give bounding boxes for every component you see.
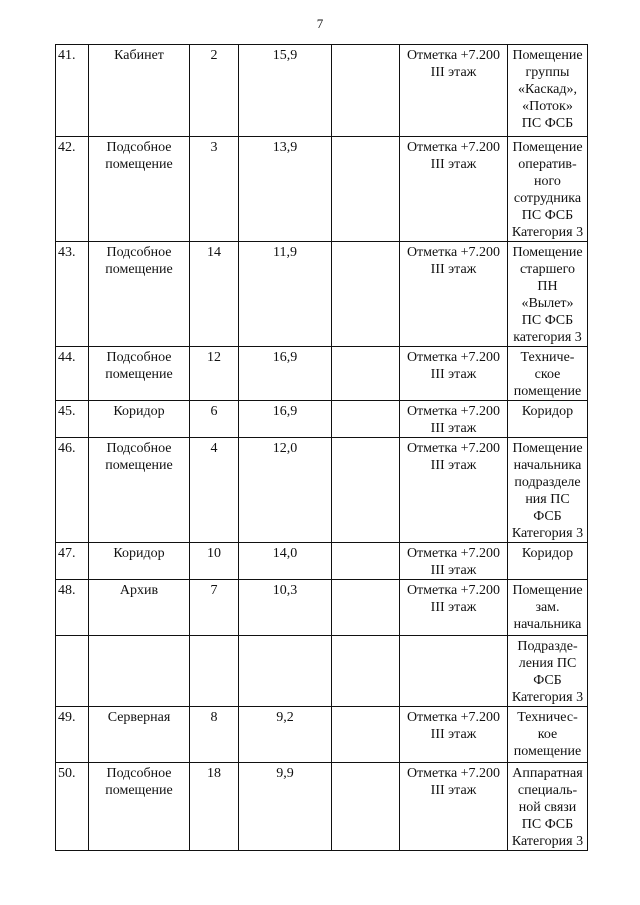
room-purpose-cell <box>508 401 588 438</box>
empty-cell-cell <box>332 401 400 438</box>
table-row <box>56 438 588 543</box>
room-area: 13,9 <box>272 140 298 155</box>
room-area-cell <box>239 137 332 242</box>
level-mark-cell <box>400 401 508 438</box>
row-number-cell <box>56 347 89 401</box>
room-count-cell <box>190 707 239 763</box>
room-name: Подсобное помещение <box>105 350 173 382</box>
room-purpose-cell <box>508 636 588 707</box>
room-count: 2 <box>210 48 218 63</box>
row-number: 44. <box>58 350 76 365</box>
level-mark: Отметка +7.200 III этаж <box>406 710 501 742</box>
room-purpose: Помещение оператив- ного сотрудника ПС ФСБ Категория 3 <box>511 140 584 240</box>
room-purpose: Коридор <box>521 546 574 561</box>
row-number-cell <box>56 242 89 347</box>
row-number: 41. <box>58 48 76 63</box>
level-mark: Отметка +7.200 III этаж <box>406 48 501 80</box>
row-number: 45. <box>58 404 76 419</box>
room-area-cell <box>239 763 332 851</box>
empty-cell-cell <box>332 347 400 401</box>
table-row <box>56 707 588 763</box>
row-number: 47. <box>58 546 76 561</box>
room-area: 9,9 <box>276 766 294 781</box>
level-mark-cell <box>400 438 508 543</box>
level-mark-cell <box>400 707 508 763</box>
room-name-cell <box>89 242 190 347</box>
room-count-cell <box>190 242 239 347</box>
table-row <box>56 347 588 401</box>
row-number-cell <box>56 763 89 851</box>
level-mark: Отметка +7.200 III этаж <box>406 140 501 172</box>
room-count-cell <box>190 137 239 242</box>
room-purpose-cell <box>508 438 588 543</box>
table-row <box>56 137 588 242</box>
empty-cell-cell <box>332 707 400 763</box>
table-row <box>56 242 588 347</box>
room-area-cell <box>239 401 332 438</box>
level-mark-cell <box>400 580 508 636</box>
room-count: 7 <box>210 583 218 598</box>
room-name-cell <box>89 636 190 707</box>
room-area-cell <box>239 636 332 707</box>
level-mark-cell <box>400 45 508 137</box>
empty-cell-cell <box>332 763 400 851</box>
room-count-cell <box>190 347 239 401</box>
room-purpose-cell <box>508 242 588 347</box>
table-row <box>56 401 588 438</box>
room-area: 14,0 <box>272 546 298 561</box>
room-name-cell <box>89 45 190 137</box>
level-mark: Отметка +7.200 III этаж <box>406 546 501 578</box>
room-count-cell <box>190 45 239 137</box>
room-purpose-cell <box>508 543 588 580</box>
room-name: Подсобное помещение <box>105 140 173 172</box>
row-number: 42. <box>58 140 76 155</box>
room-area-cell <box>239 347 332 401</box>
room-name-cell <box>89 580 190 636</box>
empty-cell-cell <box>332 636 400 707</box>
room-purpose: Аппаратная специаль- ной связи ПС ФСБ Категория 3 <box>511 766 584 849</box>
room-area: 15,9 <box>272 48 298 63</box>
room-name: Коридор <box>113 404 165 419</box>
level-mark: Отметка +7.200 III этаж <box>406 404 501 436</box>
level-mark-cell <box>400 763 508 851</box>
room-area: 11,9 <box>273 245 297 260</box>
row-number: 49. <box>58 710 76 725</box>
level-mark: Отметка +7.200 III этаж <box>406 441 501 473</box>
level-mark-cell <box>400 242 508 347</box>
room-name: Подсобное помещение <box>105 441 173 473</box>
room-purpose: Коридор <box>521 404 574 419</box>
room-name-cell <box>89 763 190 851</box>
room-count: 4 <box>210 441 218 456</box>
table-row <box>56 763 588 851</box>
room-count-cell <box>190 401 239 438</box>
empty-cell-cell <box>332 137 400 242</box>
room-name: Серверная <box>107 710 171 725</box>
row-number-cell <box>56 438 89 543</box>
table-row <box>56 636 588 707</box>
room-area-cell <box>239 438 332 543</box>
room-name-cell <box>89 438 190 543</box>
row-number-cell <box>56 636 89 707</box>
room-count-cell <box>190 636 239 707</box>
room-name-cell <box>89 401 190 438</box>
room-count-cell <box>190 543 239 580</box>
table-row <box>56 45 588 137</box>
table-row <box>56 543 588 580</box>
empty-cell-cell <box>332 438 400 543</box>
level-mark-cell <box>400 347 508 401</box>
empty-cell-cell <box>332 45 400 137</box>
level-mark: Отметка +7.200 III этаж <box>406 583 501 615</box>
row-number: 46. <box>58 441 76 456</box>
empty-cell-cell <box>332 580 400 636</box>
room-purpose: Помещение начальника подразделе ния ПС ФСБ Категория 3 <box>511 441 584 541</box>
room-purpose: Помещение группы «Каскад», «Поток» ПС ФСБ <box>512 48 583 131</box>
room-area: 16,9 <box>272 404 298 419</box>
level-mark: Отметка +7.200 III этаж <box>406 350 501 382</box>
room-area-cell <box>239 707 332 763</box>
row-number: 43. <box>58 245 76 260</box>
row-number-cell <box>56 580 89 636</box>
level-mark: Отметка +7.200 III этаж <box>406 245 501 277</box>
room-name: Архив <box>119 583 159 598</box>
room-purpose-cell <box>508 707 588 763</box>
level-mark: Отметка +7.200 III этаж <box>406 766 501 798</box>
room-area: 12,0 <box>272 441 298 456</box>
room-purpose-cell <box>508 347 588 401</box>
row-number-cell <box>56 401 89 438</box>
room-name-cell <box>89 707 190 763</box>
room-purpose-cell <box>508 580 588 636</box>
row-number-cell <box>56 45 89 137</box>
room-purpose: Помещение старшего ПН «Вылет» ПС ФСБ категория 3 <box>512 245 583 345</box>
room-purpose: Помещение зам. начальника <box>512 583 583 632</box>
room-count-cell <box>190 763 239 851</box>
row-number: 50. <box>58 766 76 781</box>
room-area-cell <box>239 580 332 636</box>
room-area-cell <box>239 242 332 347</box>
room-area: 16,9 <box>272 350 298 365</box>
room-name-cell <box>89 347 190 401</box>
room-purpose-cell <box>508 763 588 851</box>
room-count: 18 <box>207 766 221 781</box>
room-count: 14 <box>207 245 221 260</box>
room-area: 10,3 <box>272 583 298 598</box>
room-purpose: Подразде- ления ПС ФСБ Категория 3 <box>511 639 584 705</box>
room-count: 12 <box>207 350 221 365</box>
room-purpose-cell <box>508 137 588 242</box>
row-number-cell <box>56 543 89 580</box>
page-number: 7 <box>316 16 324 31</box>
table-row <box>56 580 588 636</box>
room-area-cell <box>239 543 332 580</box>
room-count: 3 <box>210 140 218 155</box>
room-purpose: Техничес- кое помещение <box>513 710 582 759</box>
table-body <box>56 45 588 851</box>
room-purpose-cell <box>508 45 588 137</box>
level-mark-cell <box>400 137 508 242</box>
row-number-cell <box>56 137 89 242</box>
level-mark-cell <box>400 636 508 707</box>
room-name: Кабинет <box>114 48 164 63</box>
empty-cell-cell <box>332 543 400 580</box>
rooms-table <box>55 44 588 851</box>
room-name-cell <box>89 543 190 580</box>
room-purpose: Техниче- ское помещение <box>513 350 582 399</box>
room-count-cell <box>190 438 239 543</box>
room-area: 9,2 <box>276 710 294 725</box>
row-number: 48. <box>58 583 76 598</box>
room-count: 10 <box>207 546 221 561</box>
room-count: 6 <box>210 404 218 419</box>
room-name: Коридор <box>113 546 165 561</box>
room-name: Подсобное помещение <box>105 766 173 798</box>
level-mark-cell <box>400 543 508 580</box>
room-count: 8 <box>210 710 218 725</box>
room-name: Подсобное помещение <box>105 245 173 277</box>
room-name-cell <box>89 137 190 242</box>
room-area-cell <box>239 45 332 137</box>
room-count-cell <box>190 580 239 636</box>
row-number-cell <box>56 707 89 763</box>
empty-cell-cell <box>332 242 400 347</box>
